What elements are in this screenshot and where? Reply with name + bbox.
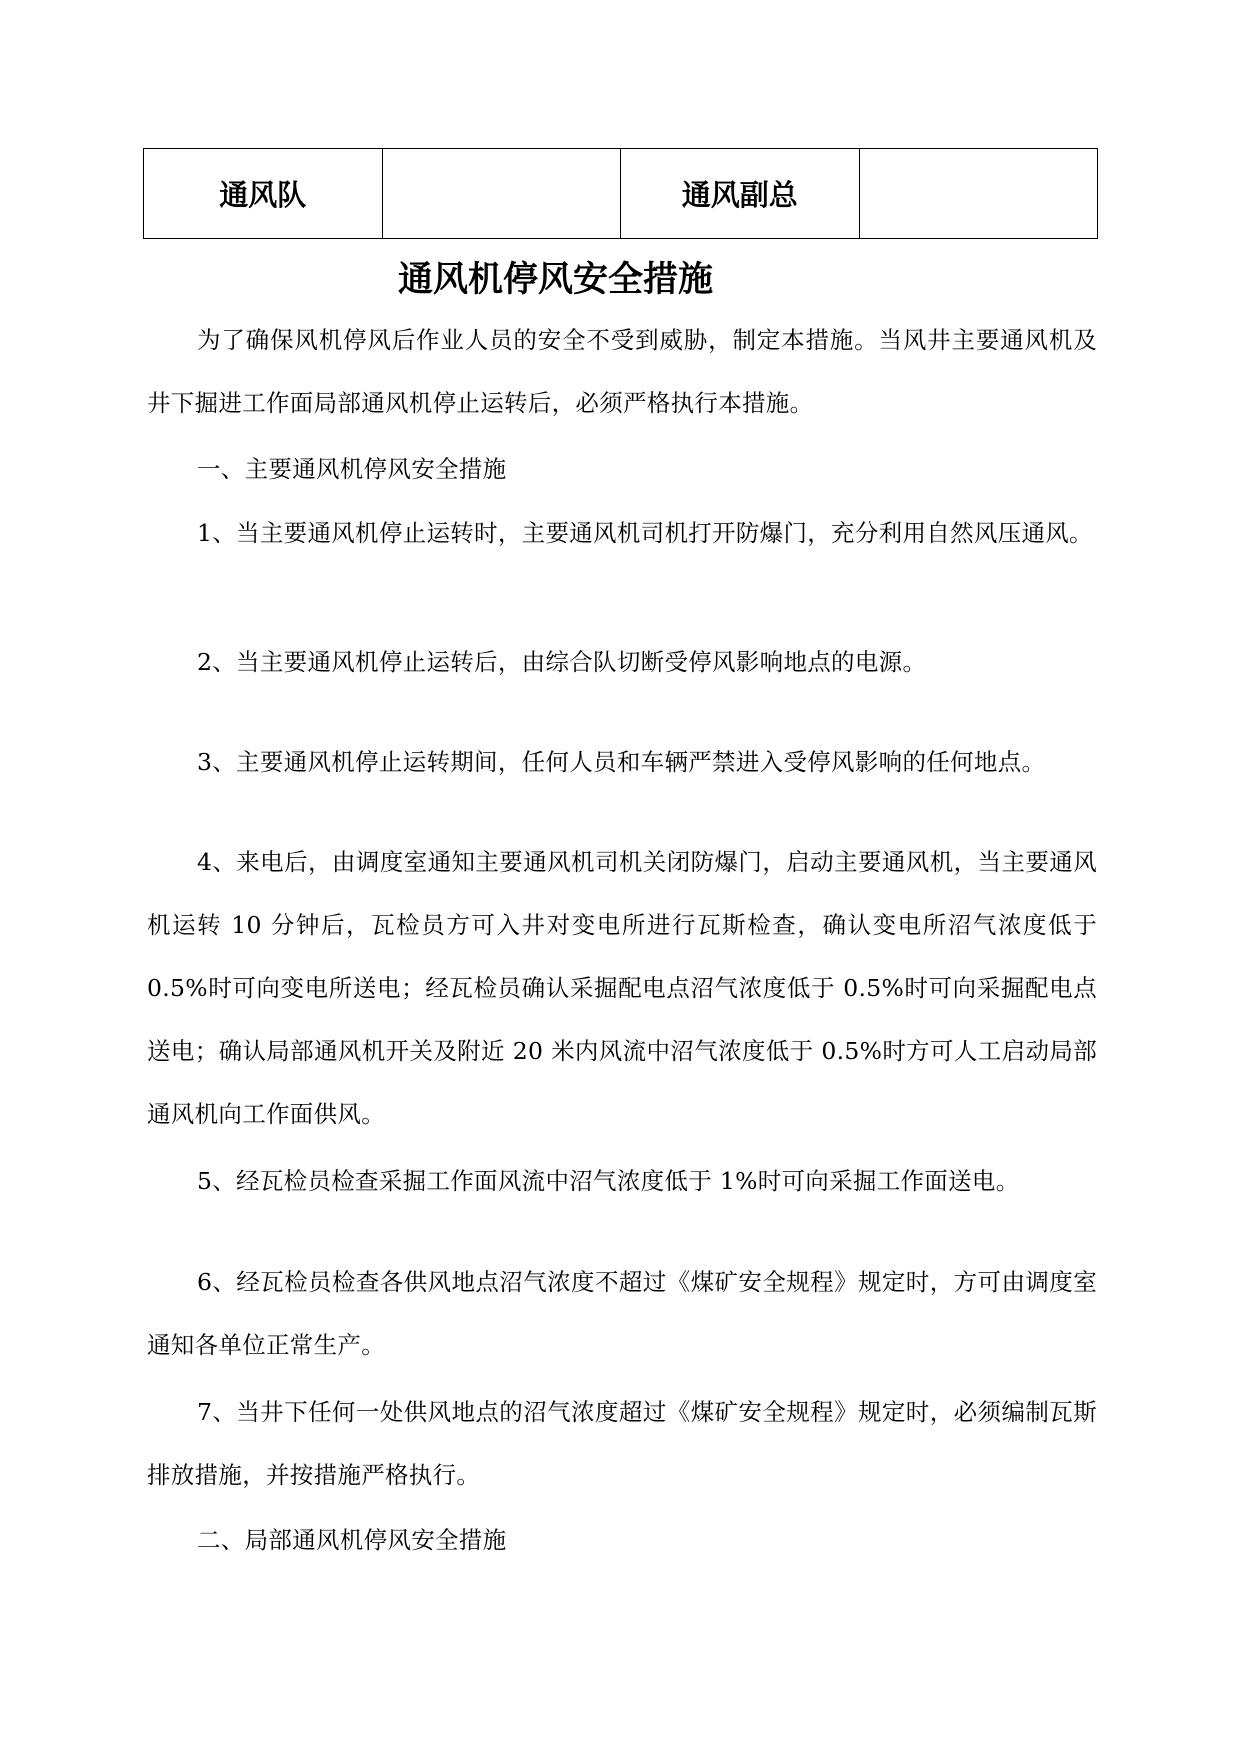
signoff-cell-ventilation-deputy-chief: 通风副总 bbox=[621, 149, 860, 239]
signoff-cell-ventilation-team: 通风队 bbox=[144, 149, 383, 239]
signoff-cell-ventilation-team-signature bbox=[382, 149, 621, 239]
intro-paragraph: 为了确保风机停风后作业人员的安全不受到威胁，制定本措施。当风井主要通风机及井下掘进工作面局部通风机停止运转后，必须严格执行本措施。 bbox=[147, 326, 1097, 417]
measure-item-5: 5、经瓦检员检查采掘工作面风流中沼气浓度低于 1%时可向采掘工作面送电。 bbox=[197, 1167, 1020, 1195]
document-title: 通风机停风安全措施 bbox=[397, 260, 713, 300]
measure-item-4: 4、来电后，由调度室通知主要通风机司机关闭防爆门，启动主要通风机，当主要通风机运转 10 分钟后，瓦检员方可入井对变电所进行瓦斯检查，确认变电所沼气浓度低于 0.5%时可向变电所送电；经瓦检员确认采掘配电点沼气浓度低于 0.5%时可向采掘配电点送电；确认局部通风机开关及附近 20 米内风流中沼气浓度低于 0.5%时方可人工启动局部通风机向工作面供风。 bbox=[147, 848, 1097, 1128]
section-heading-main-fan: 一、主要通风机停风安全措施 bbox=[197, 455, 507, 483]
measure-item-6: 6、经瓦检员检查各供风地点沼气浓度不超过《煤矿安全规程》规定时，方可由调度室通知各单位正常生产。 bbox=[147, 1268, 1097, 1359]
section-heading-local-fan: 二、局部通风机停风安全措施 bbox=[197, 1526, 507, 1554]
signoff-cell-ventilation-deputy-chief-signature bbox=[859, 149, 1098, 239]
signoff-row bbox=[144, 149, 1098, 239]
measure-item-3: 3、主要通风机停止运转期间，任何人员和车辆严禁进入受停风影响的任何地点。 bbox=[197, 748, 1046, 776]
signoff-table bbox=[143, 148, 1098, 239]
measure-item-2: 2、当主要通风机停止运转后，由综合队切断受停风影响地点的电源。 bbox=[197, 648, 927, 676]
measure-item-1: 1、当主要通风机停止运转时，主要通风机司机打开防爆门，充分利用自然风压通风。 bbox=[197, 519, 1093, 547]
measure-item-7: 7、当井下任何一处供风地点的沼气浓度超过《煤矿安全规程》规定时，必须编制瓦斯排放措施，并按措施严格执行。 bbox=[147, 1398, 1097, 1489]
